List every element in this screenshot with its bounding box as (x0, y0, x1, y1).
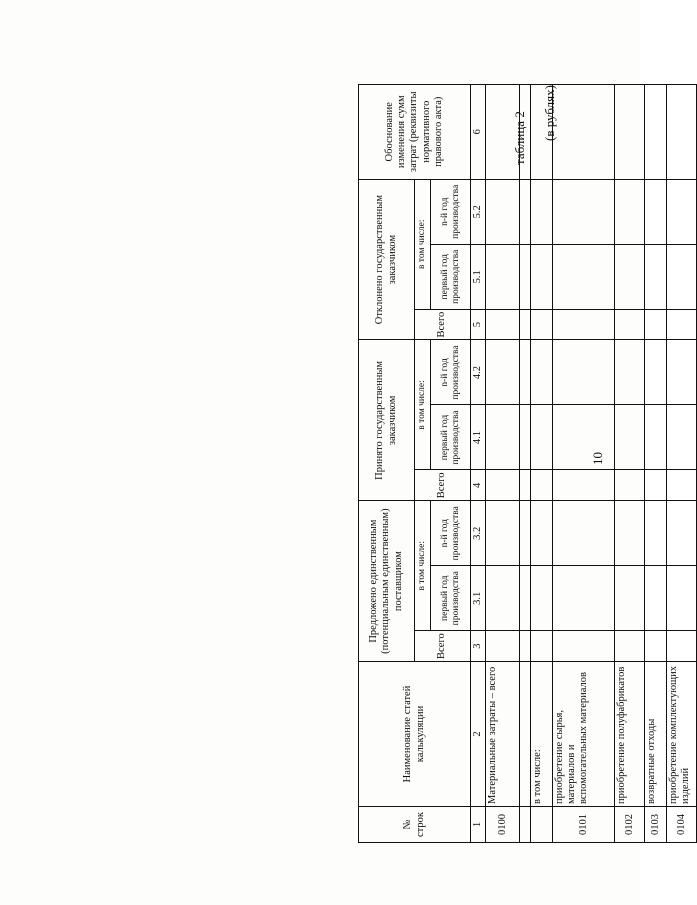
header-total: Всего (415, 631, 471, 662)
empty-cell (645, 244, 667, 309)
header-including: в том числе: (415, 179, 431, 309)
empty-cell (520, 405, 531, 470)
column-number: 6 (471, 84, 486, 179)
header-first-year: первый год производства (431, 566, 471, 631)
empty-cell (553, 340, 615, 405)
empty-cell (520, 501, 531, 566)
empty-cell (553, 566, 615, 631)
header-row-no: № строк (359, 807, 471, 843)
page-number: 10 (590, 452, 605, 465)
empty-cell (615, 405, 645, 470)
header-nth-year: n-й год производства (431, 179, 471, 244)
empty-cell (667, 470, 697, 501)
header-including: в том числе: (415, 501, 431, 631)
row-code (520, 807, 531, 843)
empty-cell (486, 84, 520, 179)
empty-cell (486, 566, 520, 631)
empty-cell (615, 566, 645, 631)
empty-cell (667, 566, 697, 631)
column-number: 4.1 (471, 405, 486, 470)
empty-cell (520, 470, 531, 501)
empty-cell (667, 631, 697, 662)
empty-cell (645, 501, 667, 566)
table-row (553, 84, 615, 842)
empty-cell (486, 501, 520, 566)
empty-cell (667, 244, 697, 309)
empty-cell (615, 244, 645, 309)
column-number: 3 (471, 631, 486, 662)
row-item-name: возвратные отходы (645, 662, 667, 807)
empty-cell (615, 340, 645, 405)
empty-cell (531, 179, 553, 244)
empty-cell (520, 340, 531, 405)
empty-cell (531, 244, 553, 309)
row-item-name: в том числе: (531, 662, 553, 807)
header-row-1 (359, 84, 415, 842)
column-number: 2 (471, 662, 486, 807)
empty-cell (553, 179, 615, 244)
units-note: (в рублях) (542, 85, 557, 141)
row-code (531, 807, 553, 843)
empty-cell (486, 470, 520, 501)
empty-cell (615, 84, 645, 179)
empty-cell (553, 244, 615, 309)
empty-cell (645, 84, 667, 179)
empty-cell (531, 405, 553, 470)
empty-cell (667, 179, 697, 244)
empty-cell (531, 631, 553, 662)
row-item-name: приобретение сырья, материалов и вспомогательных материалов (553, 662, 615, 807)
column-number: 3.1 (471, 566, 486, 631)
table-row (486, 84, 520, 842)
table-row (531, 84, 553, 842)
table-caption: таблица 2 (512, 111, 527, 165)
empty-cell (667, 340, 697, 405)
empty-cell (615, 631, 645, 662)
column-number: 5 (471, 309, 486, 340)
row-item-name: приобретение комплектующих изделий (667, 662, 697, 807)
header-rejected: Отклонено государственным заказчиком (359, 179, 415, 340)
empty-cell (486, 179, 520, 244)
row-code: 0100 (486, 807, 520, 843)
column-number: 4 (471, 470, 486, 501)
empty-cell (645, 340, 667, 405)
empty-cell (531, 340, 553, 405)
header-justification: Обоснование изменения сумм затрат (реквизиты нормативного правового акта) (359, 84, 471, 179)
empty-cell (553, 309, 615, 340)
header-total: Всего (415, 309, 471, 340)
empty-cell (520, 566, 531, 631)
column-number-row (471, 84, 486, 842)
empty-cell (615, 501, 645, 566)
column-number: 5.2 (471, 179, 486, 244)
empty-cell (553, 405, 615, 470)
empty-cell (645, 470, 667, 501)
empty-cell (531, 309, 553, 340)
row-code: 0104 (667, 807, 697, 843)
empty-cell (667, 309, 697, 340)
column-number: 1 (471, 807, 486, 843)
empty-cell (553, 631, 615, 662)
column-number: 5.1 (471, 244, 486, 309)
column-number: 3.2 (471, 501, 486, 566)
empty-cell (645, 405, 667, 470)
header-accepted: Принято государственным заказчиком (359, 340, 415, 501)
header-nth-year: n-й год производства (431, 340, 471, 405)
empty-cell (553, 470, 615, 501)
row-item-name: приобретение полуфабрикатов (615, 662, 645, 807)
empty-cell (667, 501, 697, 566)
header-total: Всего (415, 470, 471, 501)
empty-cell (667, 84, 697, 179)
empty-cell (531, 501, 553, 566)
empty-cell (531, 84, 553, 179)
empty-cell (531, 566, 553, 631)
empty-cell (486, 309, 520, 340)
empty-cell (486, 244, 520, 309)
empty-cell (667, 405, 697, 470)
empty-cell (486, 405, 520, 470)
table-row (520, 84, 531, 842)
empty-cell (615, 309, 645, 340)
header-nth-year: n-й год производства (431, 501, 471, 566)
table-row (645, 84, 667, 842)
empty-cell (645, 631, 667, 662)
empty-cell (645, 179, 667, 244)
header-item-name: Наименование статей калькуляции (359, 662, 471, 807)
header-first-year: первый год производства (431, 244, 471, 309)
empty-cell (645, 566, 667, 631)
empty-cell (553, 84, 615, 179)
empty-cell (520, 244, 531, 309)
header-including: в том числе: (415, 340, 431, 470)
empty-cell (520, 179, 531, 244)
column-number: 4.2 (471, 340, 486, 405)
empty-cell (520, 84, 531, 179)
empty-cell (645, 309, 667, 340)
row-item-name: Материальные затраты – всего (486, 662, 520, 807)
empty-cell (553, 501, 615, 566)
empty-cell (531, 470, 553, 501)
header-first-year: первый год производства (431, 405, 471, 470)
empty-cell (615, 470, 645, 501)
row-code: 0102 (615, 807, 645, 843)
row-item-name (520, 662, 531, 807)
calculation-table (358, 84, 697, 843)
table-row (667, 84, 697, 842)
row-code: 0101 (553, 807, 615, 843)
empty-cell (486, 340, 520, 405)
empty-cell (520, 309, 531, 340)
header-proposed: Предложено единственным (потенциальным единственным) поставщиком (359, 501, 415, 662)
row-code: 0103 (645, 807, 667, 843)
empty-cell (486, 631, 520, 662)
empty-cell (615, 179, 645, 244)
empty-cell (520, 631, 531, 662)
table-row (615, 84, 645, 842)
